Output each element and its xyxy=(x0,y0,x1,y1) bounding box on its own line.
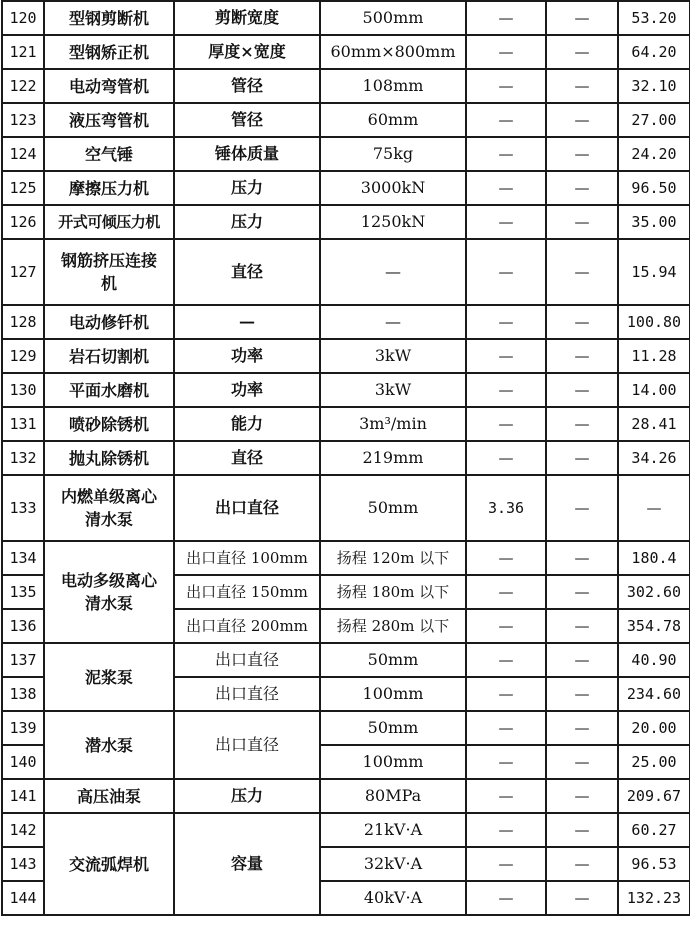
column-7-value: 34.26 xyxy=(618,441,690,475)
row-number: 141 xyxy=(2,779,44,813)
table-row xyxy=(2,779,690,813)
column-7-value: 96.53 xyxy=(618,847,690,881)
table-row xyxy=(2,813,690,847)
row-number: 137 xyxy=(2,643,44,677)
row-number: 121 xyxy=(2,35,44,69)
parameter-name: 功率 xyxy=(174,373,320,407)
column-5-value: — xyxy=(466,441,546,475)
machine-name: 电动多级离心清水泵 xyxy=(44,541,174,643)
column-5-value: — xyxy=(466,609,546,643)
column-7-value: 60.27 xyxy=(618,813,690,847)
parameter-name: 厚度×宽度 xyxy=(174,35,320,69)
specification-value: 100mm xyxy=(320,677,466,711)
column-5-value: — xyxy=(466,711,546,745)
parameter-name: — xyxy=(174,305,320,339)
column-5-value: — xyxy=(466,373,546,407)
column-6-value: — xyxy=(546,643,618,677)
row-number: 128 xyxy=(2,305,44,339)
table-row xyxy=(2,171,690,205)
table-row xyxy=(2,711,690,745)
table-row xyxy=(2,103,690,137)
machine-name: 开式可倾压力机 xyxy=(44,205,174,239)
row-number: 129 xyxy=(2,339,44,373)
parameter-name: 功率 xyxy=(174,339,320,373)
column-6-value: — xyxy=(546,103,618,137)
table-row xyxy=(2,305,690,339)
machine-name: 内燃单级离心清水泵 xyxy=(44,475,174,541)
column-7-value: 32.10 xyxy=(618,69,690,103)
row-number: 139 xyxy=(2,711,44,745)
column-5-value: — xyxy=(466,205,546,239)
column-6-value: — xyxy=(546,813,618,847)
column-7-value: 14.00 xyxy=(618,373,690,407)
column-5-value: — xyxy=(466,677,546,711)
row-number: 132 xyxy=(2,441,44,475)
column-6-value: — xyxy=(546,69,618,103)
row-number: 143 xyxy=(2,847,44,881)
column-7-value: 24.20 xyxy=(618,137,690,171)
column-6-value: — xyxy=(546,441,618,475)
specification-value: 50mm xyxy=(320,475,466,541)
parameter-name: 出口直径 100mm xyxy=(174,541,320,575)
column-6-value: — xyxy=(546,677,618,711)
column-7-value: 64.20 xyxy=(618,35,690,69)
row-number: 123 xyxy=(2,103,44,137)
table-row xyxy=(2,541,690,575)
machine-name: 交流弧焊机 xyxy=(44,813,174,915)
column-5-value: — xyxy=(466,103,546,137)
specification-value: 扬程 180m 以下 xyxy=(320,575,466,609)
specification-value: 50mm xyxy=(320,643,466,677)
column-6-value: — xyxy=(546,1,618,35)
parameter-name: 出口直径 150mm xyxy=(174,575,320,609)
row-number: 120 xyxy=(2,1,44,35)
row-number: 124 xyxy=(2,137,44,171)
parameter-name: 剪断宽度 xyxy=(174,1,320,35)
column-5-value: — xyxy=(466,643,546,677)
column-6-value: — xyxy=(546,239,618,305)
column-6-value: — xyxy=(546,35,618,69)
table-row xyxy=(2,205,690,239)
table-row xyxy=(2,373,690,407)
column-6-value: — xyxy=(546,171,618,205)
column-7-value: 15.94 xyxy=(618,239,690,305)
row-number: 130 xyxy=(2,373,44,407)
parameter-name: 直径 xyxy=(174,441,320,475)
column-5-value: — xyxy=(466,239,546,305)
specification-value: 80MPa xyxy=(320,779,466,813)
column-6-value: — xyxy=(546,137,618,171)
column-5-value: — xyxy=(466,339,546,373)
machine-name: 喷砂除锈机 xyxy=(44,407,174,441)
column-5-value: — xyxy=(466,305,546,339)
machine-name: 潜水泵 xyxy=(44,711,174,779)
specification-value: 50mm xyxy=(320,711,466,745)
column-6-value: — xyxy=(546,475,618,541)
row-number: 125 xyxy=(2,171,44,205)
column-6-value: — xyxy=(546,609,618,643)
column-6-value: — xyxy=(546,373,618,407)
machine-name: 型钢矫正机 xyxy=(44,35,174,69)
column-5-value: — xyxy=(466,881,546,915)
machine-name: 钢筋挤压连接机 xyxy=(44,239,174,305)
row-number: 133 xyxy=(2,475,44,541)
parameter-name: 锤体质量 xyxy=(174,137,320,171)
row-number: 135 xyxy=(2,575,44,609)
specification-value: — xyxy=(320,305,466,339)
column-7-value: 27.00 xyxy=(618,103,690,137)
column-5-value: — xyxy=(466,745,546,779)
column-5-value: — xyxy=(466,35,546,69)
machine-name: 电动弯管机 xyxy=(44,69,174,103)
parameter-name: 出口直径 xyxy=(174,711,320,779)
specification-value: 60mm xyxy=(320,103,466,137)
machine-name: 液压弯管机 xyxy=(44,103,174,137)
parameter-name: 管径 xyxy=(174,103,320,137)
column-5-value: 3.36 xyxy=(466,475,546,541)
row-number: 126 xyxy=(2,205,44,239)
parameter-name: 容量 xyxy=(174,813,320,915)
column-5-value: — xyxy=(466,137,546,171)
parameter-name: 出口直径 xyxy=(174,643,320,677)
column-6-value: — xyxy=(546,711,618,745)
column-7-value: 25.00 xyxy=(618,745,690,779)
specification-value: 扬程 120m 以下 xyxy=(320,541,466,575)
parameter-name: 出口直径 xyxy=(174,475,320,541)
machine-name: 岩石切割机 xyxy=(44,339,174,373)
column-7-value: 354.78 xyxy=(618,609,690,643)
column-7-value: — xyxy=(618,475,690,541)
table-row xyxy=(2,643,690,677)
column-5-value: — xyxy=(466,407,546,441)
table-row xyxy=(2,441,690,475)
row-number: 122 xyxy=(2,69,44,103)
column-6-value: — xyxy=(546,305,618,339)
specification-value: 75kg xyxy=(320,137,466,171)
column-7-value: 180.4 xyxy=(618,541,690,575)
machine-name: 电动修钎机 xyxy=(44,305,174,339)
table-row xyxy=(2,475,690,541)
parameter-name: 压力 xyxy=(174,205,320,239)
column-6-value: — xyxy=(546,745,618,779)
row-number: 136 xyxy=(2,609,44,643)
specification-value: 扬程 280m 以下 xyxy=(320,609,466,643)
column-7-value: 234.60 xyxy=(618,677,690,711)
column-5-value: — xyxy=(466,1,546,35)
specification-value: 100mm xyxy=(320,745,466,779)
column-7-value: 28.41 xyxy=(618,407,690,441)
parameter-name: 直径 xyxy=(174,239,320,305)
specification-value: 21kV·A xyxy=(320,813,466,847)
column-5-value: — xyxy=(466,69,546,103)
machine-name: 空气锤 xyxy=(44,137,174,171)
parameter-name: 出口直径 xyxy=(174,677,320,711)
machine-name: 泥浆泵 xyxy=(44,643,174,711)
table-row xyxy=(2,35,690,69)
column-5-value: — xyxy=(466,541,546,575)
parameter-name: 管径 xyxy=(174,69,320,103)
table-row xyxy=(2,137,690,171)
equipment-table xyxy=(1,0,690,916)
column-5-value: — xyxy=(466,847,546,881)
row-number: 142 xyxy=(2,813,44,847)
column-5-value: — xyxy=(466,813,546,847)
column-7-value: 100.80 xyxy=(618,305,690,339)
row-number: 144 xyxy=(2,881,44,915)
column-6-value: — xyxy=(546,847,618,881)
row-number: 131 xyxy=(2,407,44,441)
table-row xyxy=(2,339,690,373)
specification-value: 1250kN xyxy=(320,205,466,239)
column-7-value: 132.23 xyxy=(618,881,690,915)
column-5-value: — xyxy=(466,171,546,205)
specification-value: 3m³/min xyxy=(320,407,466,441)
column-6-value: — xyxy=(546,407,618,441)
specification-value: 219mm xyxy=(320,441,466,475)
specification-value: 3kW xyxy=(320,339,466,373)
row-number: 127 xyxy=(2,239,44,305)
table-row xyxy=(2,407,690,441)
column-6-value: — xyxy=(546,779,618,813)
column-7-value: 40.90 xyxy=(618,643,690,677)
machine-name: 平面水磨机 xyxy=(44,373,174,407)
specification-value: 40kV·A xyxy=(320,881,466,915)
row-number: 140 xyxy=(2,745,44,779)
specification-value: 60mm×800mm xyxy=(320,35,466,69)
column-7-value: 302.60 xyxy=(618,575,690,609)
column-6-value: — xyxy=(546,541,618,575)
parameter-name: 出口直径 200mm xyxy=(174,609,320,643)
specification-value: 3kW xyxy=(320,373,466,407)
column-7-value: 11.28 xyxy=(618,339,690,373)
machine-name: 型钢剪断机 xyxy=(44,1,174,35)
table-row xyxy=(2,1,690,35)
column-7-value: 96.50 xyxy=(618,171,690,205)
column-6-value: — xyxy=(546,205,618,239)
column-6-value: — xyxy=(546,881,618,915)
machine-name: 高压油泵 xyxy=(44,779,174,813)
specification-value: 32kV·A xyxy=(320,847,466,881)
column-6-value: — xyxy=(546,575,618,609)
row-number: 138 xyxy=(2,677,44,711)
column-5-value: — xyxy=(466,779,546,813)
column-6-value: — xyxy=(546,339,618,373)
table-row xyxy=(2,69,690,103)
machine-name: 抛丸除锈机 xyxy=(44,441,174,475)
specification-value: 108mm xyxy=(320,69,466,103)
column-7-value: 53.20 xyxy=(618,1,690,35)
specification-value: — xyxy=(320,239,466,305)
specification-value: 3000kN xyxy=(320,171,466,205)
specification-value: 500mm xyxy=(320,1,466,35)
parameter-name: 压力 xyxy=(174,171,320,205)
column-7-value: 35.00 xyxy=(618,205,690,239)
row-number: 134 xyxy=(2,541,44,575)
parameter-name: 压力 xyxy=(174,779,320,813)
column-7-value: 20.00 xyxy=(618,711,690,745)
column-5-value: — xyxy=(466,575,546,609)
column-7-value: 209.67 xyxy=(618,779,690,813)
parameter-name: 能力 xyxy=(174,407,320,441)
table-row xyxy=(2,239,690,305)
machine-name: 摩擦压力机 xyxy=(44,171,174,205)
